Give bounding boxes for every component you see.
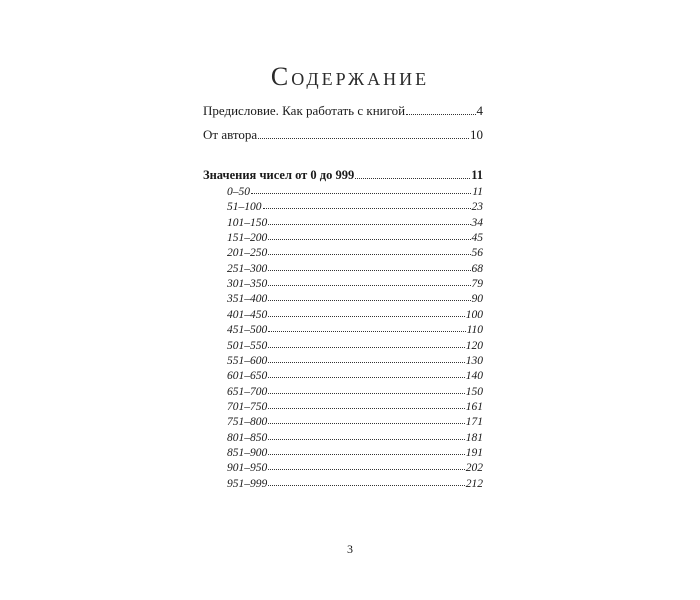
toc-subentry-page: 56	[471, 247, 483, 260]
dot-leader	[268, 347, 465, 348]
toc-entry-page: 10	[470, 127, 483, 142]
page-number: 3	[347, 542, 353, 556]
toc-subentry-page: 191	[465, 446, 483, 459]
toc-subentry-label: 0–50	[227, 186, 250, 198]
table-of-contents	[203, 0, 483, 600]
toc-subentry-page: 100	[465, 308, 483, 321]
toc-subentry-page: 130	[465, 354, 483, 367]
toc-entry-author[interactable]	[203, 127, 483, 143]
toc-section-page: 11	[471, 168, 483, 182]
toc-subentry-page: 34	[471, 216, 483, 229]
toc-subentry-label: 101–150	[227, 216, 268, 229]
toc-subentry[interactable]	[203, 462, 483, 474]
toc-subentry[interactable]	[203, 232, 483, 244]
dot-leader	[268, 485, 465, 486]
toc-subentry-label: 51–100	[227, 201, 262, 214]
toc-subentry-page: 202	[465, 462, 483, 475]
toc-section-numbers[interactable]	[203, 168, 483, 183]
toc-subentry[interactable]	[203, 247, 483, 259]
page-title: Содержание	[270, 62, 430, 91]
toc-subentry-page: 90	[471, 293, 483, 306]
dot-leader	[268, 393, 465, 394]
toc-subentry-label: 701–750	[227, 400, 268, 413]
toc-subentry-page: 171	[465, 416, 483, 429]
dot-leader	[268, 454, 465, 455]
toc-subentry[interactable]	[203, 401, 483, 413]
toc-subentry[interactable]	[203, 355, 483, 367]
toc-subentry[interactable]	[203, 293, 483, 305]
toc-subentry[interactable]	[203, 432, 483, 444]
toc-subentry-page: 79	[471, 278, 483, 291]
toc-subentry-page: 161	[465, 400, 483, 413]
dot-leader	[263, 208, 471, 209]
toc-subentry-label: 351–400	[227, 293, 268, 306]
toc-subentry-label: 551–600	[227, 354, 268, 367]
toc-section-label: Значения чисел от 0 до 999	[203, 168, 355, 182]
toc-entry-page: 4	[476, 103, 483, 118]
dot-leader	[258, 138, 469, 139]
dot-leader	[406, 114, 475, 115]
dot-leader	[268, 224, 470, 225]
toc-entry-label: От автора	[203, 127, 258, 142]
toc-subentry-label: 951–999	[227, 477, 268, 490]
toc-subentry-page: 11	[472, 186, 483, 198]
toc-subentry-label: 751–800	[227, 416, 268, 429]
toc-subentry[interactable]	[203, 386, 483, 398]
toc-subentry-page: 68	[471, 262, 483, 275]
toc-subentry-label: 451–500	[227, 324, 268, 337]
toc-subentry-label: 501–550	[227, 339, 268, 352]
toc-subentry[interactable]	[203, 309, 483, 321]
toc-subentry[interactable]	[203, 340, 483, 352]
toc-subentry[interactable]	[203, 324, 483, 336]
toc-subentry[interactable]	[203, 447, 483, 459]
toc-subentry-page: 45	[471, 232, 483, 245]
dot-leader	[268, 239, 470, 240]
toc-subentry-label: 801–850	[227, 431, 268, 444]
dot-leader	[268, 300, 470, 301]
toc-subentry-label: 601–650	[227, 370, 268, 383]
toc-subentry[interactable]	[203, 217, 483, 229]
toc-subentry-label: 401–450	[227, 308, 268, 321]
toc-subentry-page: 23	[471, 201, 483, 214]
toc-subentry[interactable]	[203, 278, 483, 290]
dot-leader	[268, 285, 470, 286]
dot-leader	[268, 316, 465, 317]
dot-leader	[268, 377, 465, 378]
toc-subentry-label: 651–700	[227, 385, 268, 398]
dot-leader	[268, 469, 465, 470]
toc-subentry[interactable]	[203, 370, 483, 382]
toc-subentry-label: 151–200	[227, 232, 268, 245]
toc-entry-preface[interactable]	[203, 103, 483, 119]
toc-subentry[interactable]	[203, 201, 483, 213]
toc-subentry-label: 201–250	[227, 247, 268, 260]
toc-subentry-page: 212	[465, 477, 483, 490]
dot-leader	[251, 193, 471, 194]
toc-subentry[interactable]	[203, 263, 483, 275]
toc-subentry-page: 150	[465, 385, 483, 398]
toc-subentry-label: 851–900	[227, 446, 268, 459]
toc-subentry[interactable]	[203, 416, 483, 428]
dot-leader	[268, 362, 465, 363]
toc-entry-label: Предисловие. Как работать с книгой	[203, 103, 406, 118]
toc-subentry[interactable]	[203, 186, 483, 198]
toc-subentry-page: 181	[465, 431, 483, 444]
dot-leader	[268, 439, 465, 440]
dot-leader	[268, 423, 465, 424]
toc-subentry-label: 301–350	[227, 278, 268, 291]
dot-leader	[268, 331, 465, 332]
dot-leader	[268, 270, 470, 271]
toc-subentry-page: 140	[465, 370, 483, 383]
toc-subentry-page: 110	[466, 324, 483, 337]
toc-subentry-page: 120	[465, 339, 483, 352]
toc-subentry-label: 901–950	[227, 462, 268, 475]
toc-subentry-label: 251–300	[227, 262, 268, 275]
dot-leader	[355, 178, 470, 179]
toc-subentry[interactable]	[203, 478, 483, 490]
dot-leader	[268, 254, 470, 255]
dot-leader	[268, 408, 465, 409]
